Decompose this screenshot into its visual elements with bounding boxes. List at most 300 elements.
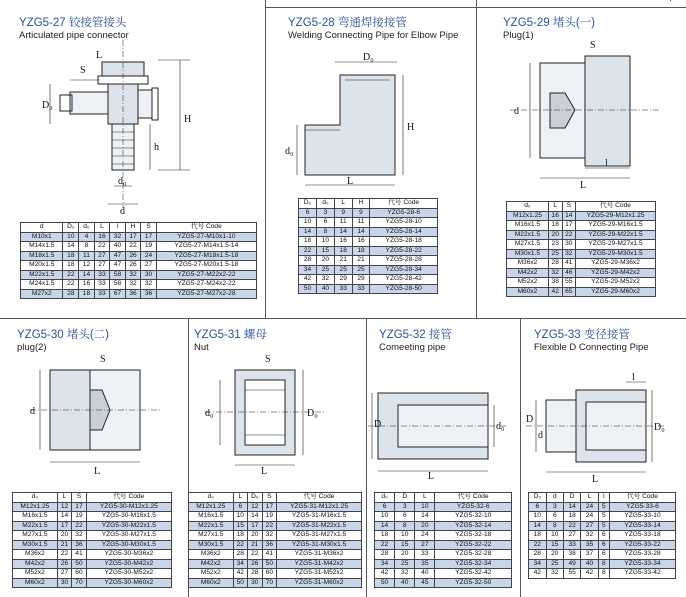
table-cell: 38: [548, 278, 562, 288]
panel-subtitle: Welding Connecting Pipe for Elbow Pipe: [288, 30, 459, 41]
table-cell: YZG5-29-M36x2: [576, 259, 656, 269]
table-cell: YZG5-27-M10x1-10: [156, 232, 256, 242]
table-header-row: [529, 493, 676, 503]
table-cell: 25: [548, 249, 562, 259]
table-cell: 28: [548, 259, 562, 269]
table-cell: 50: [262, 559, 276, 569]
table-cell: 70: [72, 578, 86, 588]
table-cell: 33: [94, 270, 110, 280]
column-header: l: [110, 223, 126, 233]
table-cell: 15: [317, 246, 335, 256]
table-cell: 14: [79, 270, 95, 280]
table-cell: 14: [529, 521, 547, 531]
table-cell: 30: [562, 240, 576, 250]
table-cell: YZG5-29-M27x1.5: [576, 240, 656, 250]
table-cell: 32: [395, 569, 415, 579]
table-row: [21, 242, 257, 252]
table-header-row: [13, 493, 172, 503]
table-cell: 45: [415, 578, 435, 588]
table-row: [375, 540, 512, 550]
table-cell: 21: [57, 540, 71, 550]
table-cell: 33: [94, 289, 110, 299]
column-header: 代号 Code: [156, 223, 256, 233]
table-cell: 41: [562, 259, 576, 269]
table-cell: M22x1.5: [189, 521, 234, 531]
table-row: [13, 512, 172, 522]
table-cell: YZG5-27-M14x1.5-14: [156, 242, 256, 252]
table-cell: 22: [529, 540, 547, 550]
table-cell: 20: [548, 230, 562, 240]
table-cell: YZG5-33-6: [609, 502, 675, 512]
spec-table: [20, 222, 257, 299]
table-cell: 20: [57, 531, 71, 541]
column-header: d: [546, 493, 563, 503]
table-cell: 36: [141, 289, 157, 299]
table-cell: 18: [375, 531, 395, 541]
table-cell: 22: [299, 246, 317, 256]
table-cell: 11: [352, 218, 370, 228]
table-cell: 20: [317, 256, 335, 266]
spec-table: [374, 492, 512, 588]
table-row: [299, 227, 438, 237]
table-cell: 32: [125, 280, 141, 290]
panel-title: YZG5-27 铰接管接头: [19, 17, 127, 29]
table-cell: 26: [57, 559, 71, 569]
table-cell: 65: [562, 287, 576, 297]
table-cell: 8: [79, 242, 95, 252]
table-cell: 9: [352, 208, 370, 218]
column-header: L: [233, 493, 247, 503]
table-cell: 25: [546, 559, 563, 569]
table-cell: 20: [248, 531, 263, 541]
panel-subtitle: plug(2): [17, 342, 47, 353]
table-cell: 5: [598, 512, 609, 522]
table-cell: 35: [415, 559, 435, 569]
table-cell: 22: [248, 550, 263, 560]
table-header-row: [299, 199, 438, 209]
table-cell: YZG5-30-M27x1.5: [86, 531, 171, 541]
fig-label: S: [590, 40, 596, 51]
table-cell: 17: [262, 502, 276, 512]
table-cell: M42x2: [13, 559, 58, 569]
table-cell: YZG5-27-M22x2-22: [156, 270, 256, 280]
table-cell: 40: [110, 242, 126, 252]
column-header: d₀: [375, 493, 395, 503]
table-cell: M27x2: [21, 289, 63, 299]
table-cell: M52x2: [13, 569, 58, 579]
table-cell: 36: [262, 540, 276, 550]
table-cell: 8: [395, 521, 415, 531]
table-cell: 30: [57, 578, 71, 588]
table-cell: 32: [581, 531, 598, 541]
table-cell: 12: [248, 502, 263, 512]
column-header: S: [72, 493, 86, 503]
column-header: d₀: [189, 493, 234, 503]
table-cell: 34: [299, 265, 317, 275]
table-cell: 22: [72, 521, 86, 531]
table-header-row: [21, 223, 257, 233]
table-cell: M30x1.5: [13, 540, 58, 550]
table-cell: 32: [562, 249, 576, 259]
table-cell: M22x1.5: [13, 521, 58, 531]
table-cell: 6: [529, 502, 547, 512]
table-cell: 27: [94, 251, 110, 261]
table-cell: YZG5-28-6: [370, 208, 438, 218]
spec-table: [298, 198, 438, 294]
table-cell: YZG5-31-M60x2: [277, 578, 362, 588]
table-cell: 42: [233, 569, 247, 579]
column-header: d₀: [79, 223, 95, 233]
table-cell: 14: [564, 502, 581, 512]
column-header: D₀: [63, 223, 79, 233]
table-cell: 16: [352, 237, 370, 247]
table-cell: M16x1.5: [13, 512, 58, 522]
table-row: [13, 569, 172, 579]
table-cell: 22: [564, 521, 581, 531]
table-cell: 5: [598, 502, 609, 512]
table-cell: 16: [548, 211, 562, 221]
table-row: [375, 578, 512, 588]
table-cell: 38: [564, 550, 581, 560]
fig-label: d₀: [205, 408, 214, 419]
table-cell: YZG5-31-M27x1.5: [277, 531, 362, 541]
table-cell: M12x1.25: [13, 502, 58, 512]
table-cell: 16: [334, 237, 352, 247]
table-cell: 29: [334, 275, 352, 285]
table-row: [529, 569, 676, 579]
column-header: 代号 Code: [576, 202, 656, 212]
table-cell: M60x2: [13, 578, 58, 588]
table-cell: YZG5-28-28: [370, 256, 438, 266]
table-cell: 40: [395, 578, 415, 588]
table-row: [529, 531, 676, 541]
table-row: [375, 502, 512, 512]
table-cell: 34: [233, 559, 247, 569]
table-cell: 40: [317, 284, 335, 294]
table-cell: YZG5-28-42: [370, 275, 438, 285]
table-row: [507, 278, 656, 288]
articulated-connector-drawing: [40, 40, 240, 215]
fig-label: d₀: [118, 176, 127, 187]
table-cell: 28: [375, 550, 395, 560]
table-cell: 17: [562, 221, 576, 231]
table-cell: 24: [581, 502, 598, 512]
divider: [670, 0, 671, 1]
table-row: [375, 559, 512, 569]
table-cell: 55: [564, 569, 581, 579]
column-header: L: [581, 493, 598, 503]
table-cell: 33: [415, 550, 435, 560]
table-cell: 28: [299, 256, 317, 266]
table-row: [189, 550, 362, 560]
table-cell: 32: [141, 280, 157, 290]
table-cell: YZG5-32-18: [435, 531, 512, 541]
table-cell: 30: [248, 578, 263, 588]
table-cell: YZG5-29-M12x1.25: [576, 211, 656, 221]
fig-label: d₀: [496, 421, 505, 432]
table-cell: YZG5-30-M60x2: [86, 578, 171, 588]
table-row: [13, 531, 172, 541]
column-header: S: [141, 223, 157, 233]
table-cell: 6: [375, 502, 395, 512]
table-cell: YZG5-31-M36x2: [277, 550, 362, 560]
table-cell: 42: [375, 569, 395, 579]
table-cell: M52x2: [189, 569, 234, 579]
table-cell: 55: [562, 278, 576, 288]
table-cell: M18x1.5: [21, 251, 63, 261]
table-cell: 33: [564, 540, 581, 550]
fig-label: l: [605, 158, 608, 169]
table-cell: YZG5-28-22: [370, 246, 438, 256]
table-cell: YZG5-28-10: [370, 218, 438, 228]
table-cell: 27: [57, 569, 71, 579]
table-cell: 37: [581, 550, 598, 560]
fig-label: d: [120, 206, 125, 215]
table-cell: YZG5-31-M42x2: [277, 559, 362, 569]
fig-label: H: [184, 114, 192, 125]
table-cell: 27: [94, 261, 110, 271]
table-cell: YZG5-29-M16x1.5: [576, 221, 656, 231]
table-cell: 32: [72, 531, 86, 541]
table-cell: 8: [317, 227, 335, 237]
table-cell: 10: [529, 512, 547, 522]
table-cell: 14: [375, 521, 395, 531]
table-cell: M42x2: [507, 268, 549, 278]
table-cell: M36x2: [507, 259, 549, 269]
table-cell: 32: [548, 268, 562, 278]
table-cell: 14: [562, 211, 576, 221]
table-cell: 6: [598, 550, 609, 560]
fig-label: L: [96, 50, 103, 61]
table-cell: M14x1.5: [21, 242, 63, 252]
column-header: L: [334, 199, 352, 209]
table-cell: 27: [581, 521, 598, 531]
table-cell: 18: [564, 512, 581, 522]
table-cell: 26: [125, 251, 141, 261]
nut-drawing: [205, 350, 355, 475]
table-cell: 18: [79, 289, 95, 299]
divider: [366, 318, 367, 597]
table-cell: YZG5-31-M12x1.25: [277, 502, 362, 512]
table-cell: 22: [262, 521, 276, 531]
elbow-pipe-drawing: [285, 50, 455, 190]
table-cell: YZG5-33-42: [609, 569, 675, 579]
table-cell: 10: [63, 232, 79, 242]
table-cell: YZG5-31-M16x1.5: [277, 512, 362, 522]
table-cell: 16: [94, 232, 110, 242]
table-cell: 21: [334, 256, 352, 266]
table-cell: M12x1.25: [189, 502, 234, 512]
table-cell: M30x1.5: [507, 249, 549, 259]
table-row: [21, 270, 257, 280]
plug-2-drawing: [30, 350, 180, 475]
table-row: [507, 230, 656, 240]
table-row: [13, 502, 172, 512]
column-header: 代号 Code: [86, 493, 171, 503]
table-cell: 18: [352, 246, 370, 256]
table-cell: 49: [564, 559, 581, 569]
fig-label: L: [347, 176, 354, 187]
table-cell: 6: [395, 512, 415, 522]
table-cell: 8: [598, 569, 609, 579]
plug-1-drawing: [510, 38, 675, 188]
table-row: [189, 502, 362, 512]
table-cell: 3: [546, 502, 563, 512]
table-cell: 19: [72, 512, 86, 522]
table-cell: 42: [529, 569, 547, 579]
table-cell: YZG5-30-M12x1.25: [86, 502, 171, 512]
connecting-pipe-drawing: [368, 375, 518, 480]
table-cell: 28: [63, 289, 79, 299]
table-cell: 36: [125, 289, 141, 299]
table-row: [507, 211, 656, 221]
table-row: [529, 512, 676, 522]
table-cell: YZG5-33-18: [609, 531, 675, 541]
table-cell: M20x1.5: [21, 261, 63, 271]
divider: [0, 318, 686, 319]
table-cell: 50: [233, 578, 247, 588]
column-header: 代号 Code: [609, 493, 675, 503]
table-row: [507, 268, 656, 278]
table-row: [21, 251, 257, 261]
panel-title: YZG5-32 接管: [379, 329, 452, 341]
table-row: [507, 259, 656, 269]
table-cell: 32: [546, 569, 563, 579]
table-cell: 20: [546, 550, 563, 560]
table-cell: 15: [546, 540, 563, 550]
table-row: [189, 531, 362, 541]
table-cell: 18: [233, 531, 247, 541]
table-cell: 6: [317, 218, 335, 228]
table-cell: 20: [415, 521, 435, 531]
table-cell: 46: [562, 268, 576, 278]
table-cell: 50: [375, 578, 395, 588]
divider: [265, 0, 266, 318]
table-cell: 23: [548, 240, 562, 250]
table-cell: 33: [352, 284, 370, 294]
table-cell: M24x1.5: [21, 280, 63, 290]
table-cell: YZG5-29-M52x2: [576, 278, 656, 288]
table-cell: 27: [415, 540, 435, 550]
column-header: 代号 Code: [435, 493, 512, 503]
table-row: [13, 540, 172, 550]
table-row: [529, 502, 676, 512]
column-header: L: [415, 493, 435, 503]
table-cell: 4: [79, 232, 95, 242]
table-cell: 70: [262, 578, 276, 588]
table-cell: 6: [233, 502, 247, 512]
table-cell: 28: [248, 569, 263, 579]
table-cell: 15: [395, 540, 415, 550]
divider: [265, 7, 686, 8]
table-cell: 42: [548, 287, 562, 297]
table-cell: M60x2: [507, 287, 549, 297]
table-cell: YZG5-30-M22x1.5: [86, 521, 171, 531]
panel-title: YZG5-33 变径接管: [534, 329, 630, 341]
table-cell: 19: [141, 242, 157, 252]
column-header: D: [395, 493, 415, 503]
table-cell: 34: [375, 559, 395, 569]
table-row: [21, 261, 257, 271]
table-cell: YZG5-29-M30x1.5: [576, 249, 656, 259]
table-cell: 17: [72, 502, 86, 512]
table-row: [189, 578, 362, 588]
table-cell: 10: [395, 531, 415, 541]
table-row: [21, 280, 257, 290]
table-cell: M52x2: [507, 278, 549, 288]
table-row: [375, 550, 512, 560]
table-row: [299, 237, 438, 247]
table-cell: 14: [248, 512, 263, 522]
table-cell: M22x1.5: [507, 230, 549, 240]
table-cell: 18: [299, 237, 317, 247]
table-row: [507, 240, 656, 250]
table-cell: YZG5-33-10: [609, 512, 675, 522]
table-row: [375, 512, 512, 522]
table-cell: 10: [415, 502, 435, 512]
table-cell: 28: [529, 550, 547, 560]
table-cell: 8: [546, 521, 563, 531]
table-row: [21, 232, 257, 242]
table-cell: YZG5-30-M52x2: [86, 569, 171, 579]
table-cell: 22: [94, 242, 110, 252]
fig-label: D₀: [42, 100, 53, 111]
table-cell: 17: [125, 232, 141, 242]
table-cell: M60x2: [189, 578, 234, 588]
table-cell: YZG5-32-6: [435, 502, 512, 512]
table-cell: 10: [233, 512, 247, 522]
fig-label: L: [592, 474, 599, 484]
table-cell: YZG5-32-14: [435, 521, 512, 531]
table-cell: M27x1.5: [189, 531, 234, 541]
table-cell: YZG5-33-28: [609, 550, 675, 560]
table-row: [375, 521, 512, 531]
spec-table: [12, 492, 172, 588]
table-row: [13, 550, 172, 560]
table-cell: 22: [375, 540, 395, 550]
fig-label: D₀: [363, 52, 374, 63]
table-row: [13, 521, 172, 531]
table-cell: 24: [141, 251, 157, 261]
table-cell: 58: [110, 280, 126, 290]
table-cell: 30: [141, 270, 157, 280]
table-cell: 60: [72, 569, 86, 579]
fig-label: d: [30, 406, 35, 417]
panel-title: YZG5-28 弯通焊接接管: [288, 17, 407, 29]
table-cell: YZG5-29-M22x1.5: [576, 230, 656, 240]
fig-label: L: [580, 180, 587, 188]
column-header: D₀: [529, 493, 547, 503]
table-cell: M36x2: [13, 550, 58, 560]
table-cell: 6: [299, 208, 317, 218]
table-cell: 3: [317, 208, 335, 218]
table-cell: 22: [125, 242, 141, 252]
table-cell: YZG5-30-M36x2: [86, 550, 171, 560]
table-cell: M27x1.5: [507, 240, 549, 250]
table-cell: 14: [299, 227, 317, 237]
table-cell: M36x2: [189, 550, 234, 560]
table-cell: 41: [262, 550, 276, 560]
panel-title: YZG5-30 堵头(二): [17, 329, 110, 341]
table-row: [189, 559, 362, 569]
table-row: [375, 531, 512, 541]
table-cell: 20: [395, 550, 415, 560]
table-cell: YZG5-31-M22x1.5: [277, 521, 362, 531]
fig-label: L: [428, 471, 435, 480]
table-cell: 10: [375, 512, 395, 522]
table-cell: M12x1.25: [507, 211, 549, 221]
table-cell: YZG5-29-M60x2: [576, 287, 656, 297]
